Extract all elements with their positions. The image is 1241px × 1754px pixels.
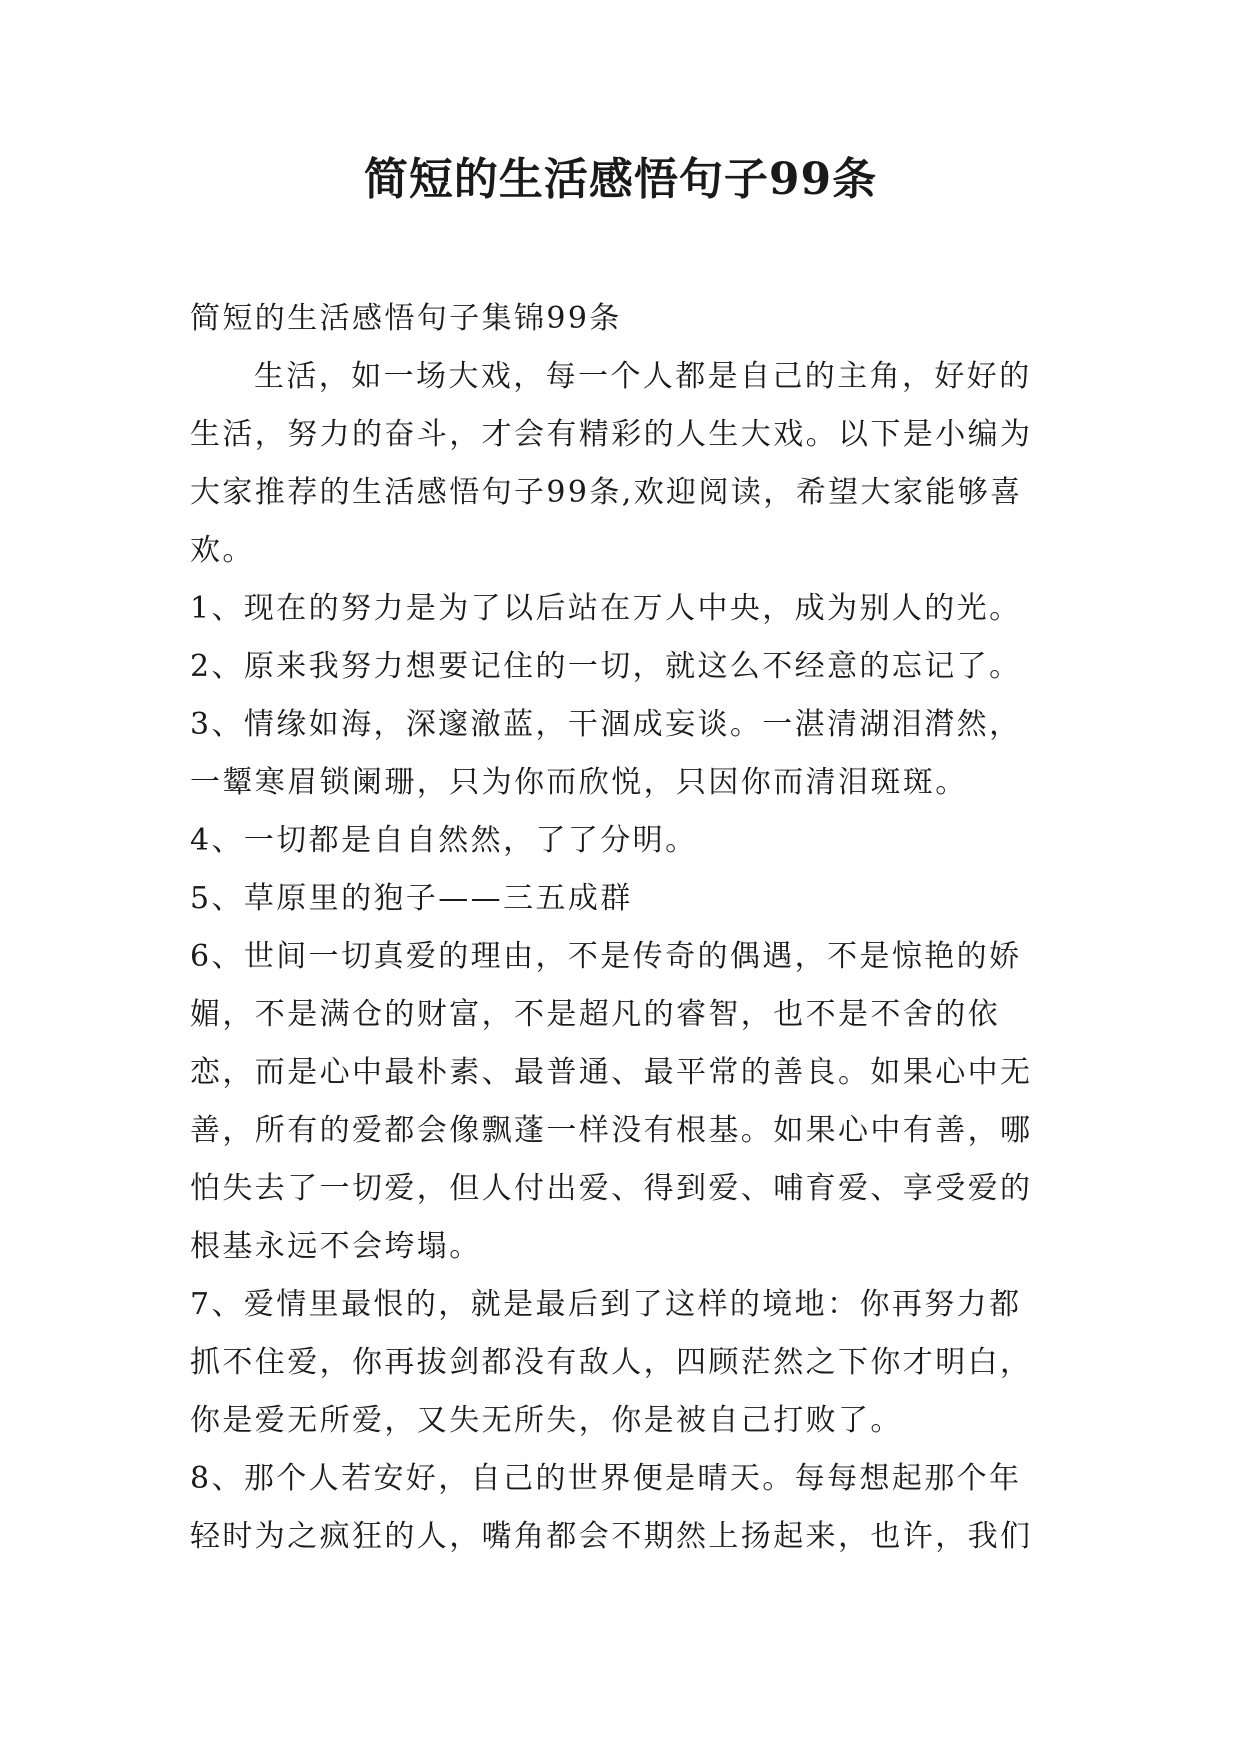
document-body (190, 290, 1050, 1566)
list-item: 7、爱情里最恨的，就是最后到了这样的境地：你再努力都抓不住爱，你再拔剑都没有敌人，四顾茫然之下你才明白，你是爱无所爱，又失无所失，你是被自己打败了。 (190, 1287, 1033, 1438)
list-item: 8、那个人若安好，自己的世界便是晴天。每每想起那个年轻时为之疯狂的人，嘴角都会不期然上扬起来，也许，我们 (190, 1461, 1033, 1554)
list-item: 2、原来我努力想要记住的一切，就这么不经意的忘记了。 (190, 649, 1022, 684)
list-item: 4、一切都是自自然然，了了分明。 (190, 823, 698, 858)
list-item: 3、情缘如海，深邃澈蓝，干涸成妄谈。一湛清湖泪潸然，一颦寒眉锁阑珊，只为你而欣悦，只因你而清泪斑斑。 (190, 707, 1022, 800)
document-subtitle: 简短的生活感悟句子集锦99条 (190, 301, 622, 336)
list-item: 5、草原里的狍子——三五成群 (190, 881, 633, 916)
intro-paragraph: 生活，如一场大戏，每一个人都是自己的主角，好好的生活，努力的奋斗，才会有精彩的人生大戏。以下是小编为大家推荐的生活感悟句子99条,欢迎阅读，希望大家能够喜欢。 (190, 359, 1033, 568)
document-title: 简短的生活感悟句子99条 (363, 154, 878, 205)
list-item: 1、现在的努力是为了以后站在万人中央，成为别人的光。 (190, 591, 1022, 626)
list-item: 6、世间一切真爱的理由，不是传奇的偶遇，不是惊艳的娇媚，不是满仓的财富，不是超凡的睿智，也不是不舍的依恋，而是心中最朴素、最普通、最平常的善良。如果心中无善，所有的爱都会像飘蓬一样没有根基。如果心中有善，哪怕失去了一切爱，但人付出爱、得到爱、哺育爱、享受爱的根基永远不会垮塌。 (190, 939, 1033, 1264)
